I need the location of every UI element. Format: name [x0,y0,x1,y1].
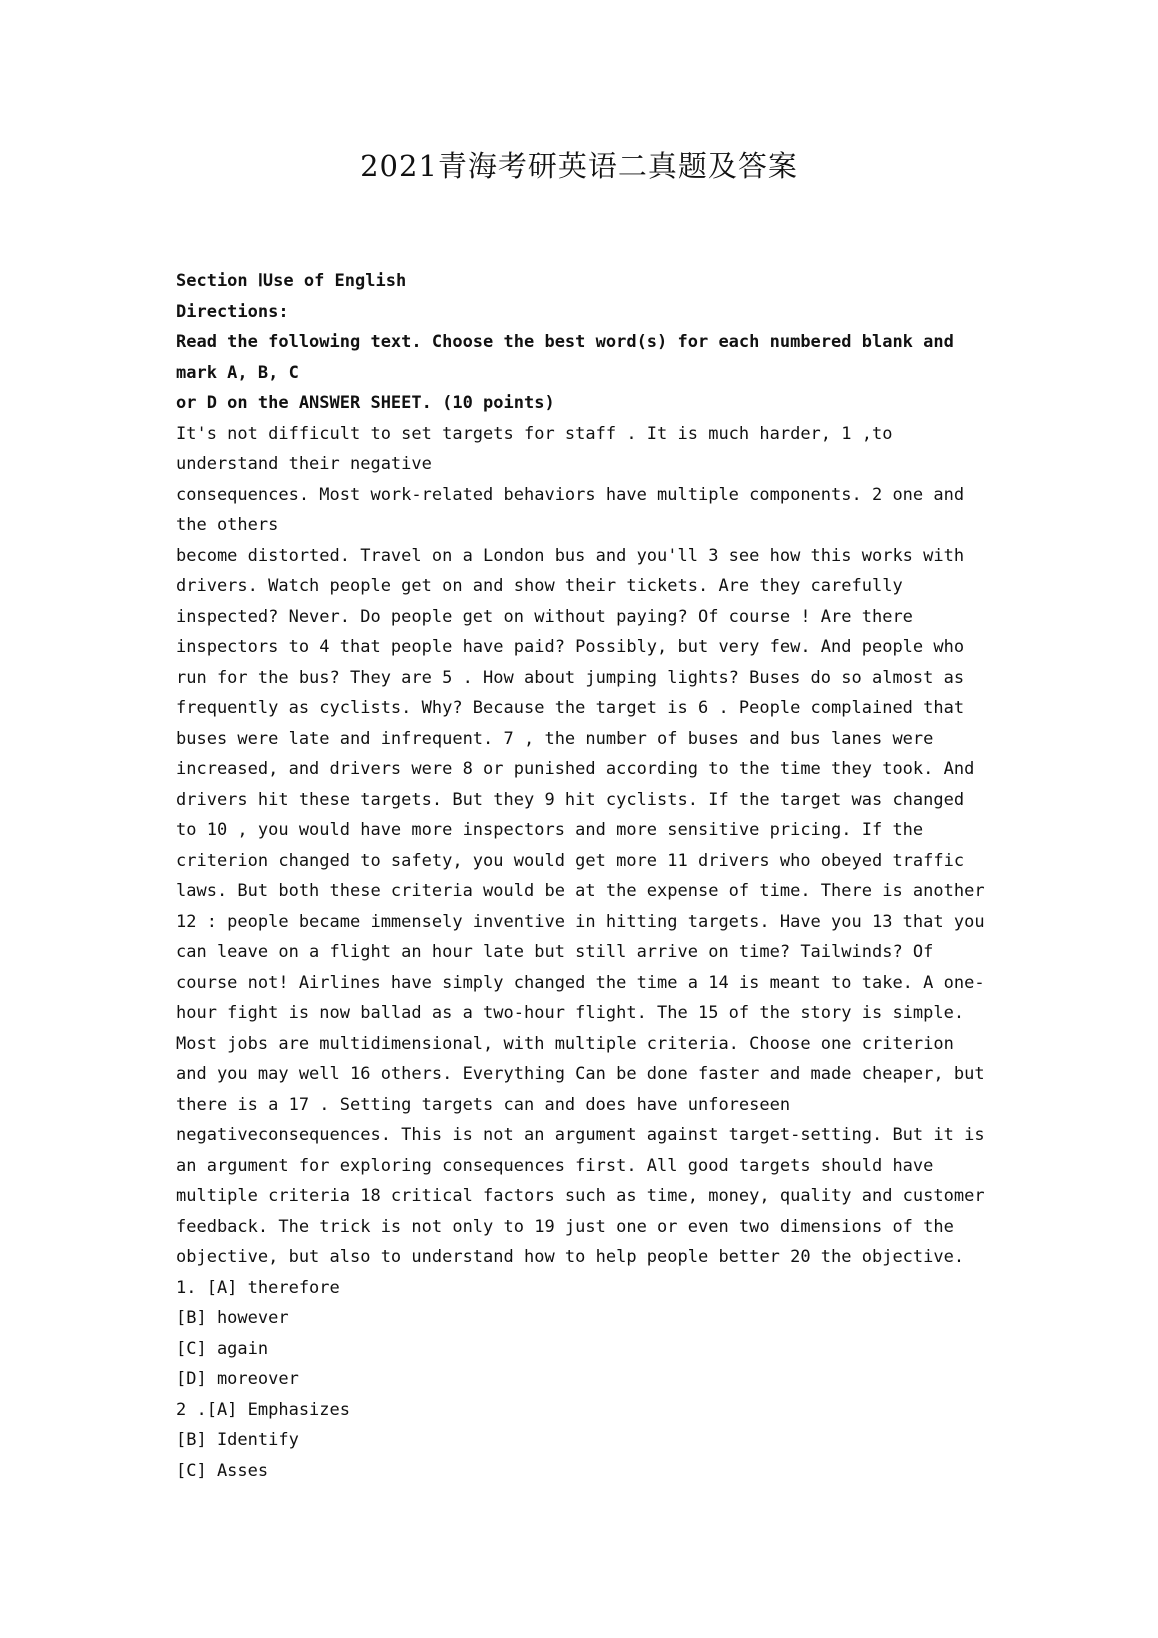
passage-line: drivers hit these targets. But they 9 hit cyclists. If the target was changed [176,789,965,810]
passage-line: drivers. Watch people get on and show their tickets. Are they carefully [176,576,903,596]
option-line: [B] Identify [176,1430,299,1450]
passage-line: can leave on a flight an hour late but still arrive on time? Tailwinds? Of [176,942,934,962]
passage-line: inspected? Never. Do people get on without paying? Of course ! Are there [176,606,913,627]
passage-line: frequently as cyclists. Why? Because the target is 6 . People complained that [176,698,965,718]
directions-line: Read the following text. Choose the best word(s) for each numbered blank and [176,332,954,352]
passage-line: It's not difficult to set targets for staff . It is much harder, 1 ,to [176,423,893,444]
option-line: 2 .[A] Emphasizes [176,1399,350,1420]
passage-line: and you may well 16 others. Everything Can be done faster and made cheaper, but [176,1064,985,1084]
document-title: 2021青海考研英语二真题及答案 [360,149,798,183]
passage-line: buses were late and infrequent. 7 , the number of buses and bus lanes were [176,728,934,749]
passage [176,419,996,1273]
passage-line: run for the bus? They are 5 . How about jumping lights? Buses do so almost as [176,667,965,688]
section-heading: Section ⅠUse of English [176,271,407,291]
passage-line: there is a 17 . Setting targets can and does have unforeseen [176,1094,791,1115]
passage-line: objective, but also to understand how to help people better 20 the objective. [176,1247,965,1267]
passage-line: increased, and drivers were 8 or punished according to the time they took. And [176,759,975,779]
passage-line: consequences. Most work-related behaviors have multiple components. 2 one and [176,484,965,505]
directions-text [176,327,996,419]
passage-line: course not! Airlines have simply changed the time a 14 is meant to take. A one- [176,972,985,993]
passage-line: criterion changed to safety, you would get more 11 drivers who obeyed traffic [176,850,965,871]
directions-label: Directions: [176,301,289,322]
option-line: [C] again [176,1338,269,1359]
passage-line: the others [176,515,279,535]
passage-line: inspectors to 4 that people have paid? Possibly, but very few. And people who [176,637,965,657]
directions-line: or D on the ANSWER SHEET. (10 points) [176,393,555,413]
passage-line: an argument for exploring consequences first. All good targets should have [176,1155,934,1176]
passage-line: become distorted. Travel on a London bus and you'll 3 see how this works with [176,545,965,566]
document-body [176,266,996,1486]
passage-line: understand their negative [176,454,432,474]
passage-line: feedback. The trick is not only to 19 just one or even two dimensions of the [176,1216,954,1237]
passage-line: multiple criteria 18 critical factors such as time, money, quality and customer [176,1186,985,1206]
passage-line: to 10 , you would have more inspectors and more sensitive pricing. If the [176,820,924,840]
option-line: [D] moreover [176,1369,299,1389]
passage-line: 12 : people became immensely inventive in hitting targets. Have you 13 that you [176,911,985,932]
answer-options [176,1273,996,1487]
option-line: [B] however [176,1308,289,1328]
directions-line: mark A, B, C [176,362,299,383]
passage-line: negativeconsequences. This is not an argument against target-setting. But it is [176,1125,985,1145]
option-line: 1. [A] therefore [176,1277,340,1298]
passage-line: laws. But both these criteria would be at the expense of time. There is another [176,881,985,901]
option-line: [C] Asses [176,1460,269,1481]
passage-line: hour fight is now ballad as a two-hour flight. The 15 of the story is simple. [176,1003,965,1023]
passage-line: Most jobs are multidimensional, with multiple criteria. Choose one criterion [176,1033,954,1054]
